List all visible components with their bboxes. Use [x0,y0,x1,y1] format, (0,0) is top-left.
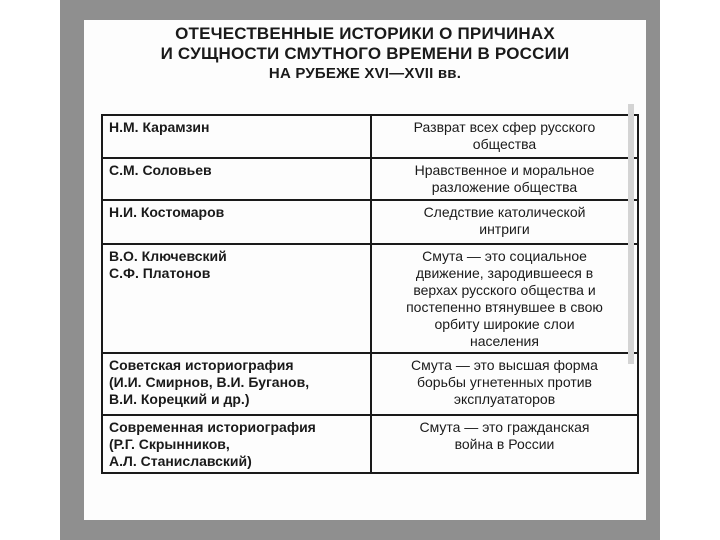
historian-name: С.Ф. Платонов [109,265,211,281]
view-text: Смута — это социальное [422,248,587,264]
title-line-3: НА РУБЕЖЕ XVI—XVII вв. [268,65,462,82]
historian-name: Современная историография [109,419,316,435]
view-text: населения [470,333,539,349]
historian-name: В.О. Ключевский [109,248,227,264]
historian-name: (И.И. Смирнов, В.И. Буганов, [109,374,310,390]
view-text: Следствие католической [423,204,586,220]
historian-cell [102,200,371,244]
historian-name: С.М. Соловьев [109,162,212,178]
view-text: верхах русского общества и [413,282,596,298]
historian-name: В.И. Корецкий и др.) [109,391,250,407]
view-text: интриги [479,221,530,237]
historian-cell [102,244,371,353]
view-cell [371,158,638,200]
view-text: разложение общества [431,179,578,195]
view-text: Смута — это гражданская [419,419,590,435]
page-title [84,20,646,84]
table-row [102,115,638,158]
title-line-1: ОТЕЧЕСТВЕННЫЕ ИСТОРИКИ О ПРИЧИНАХ [175,24,555,43]
view-cell [371,115,638,158]
view-text: эксплуататоров [453,391,556,407]
historian-cell [102,353,371,415]
historian-name: Н.И. Костомаров [109,204,225,220]
scrollbar[interactable] [628,104,634,364]
view-text: орбиту широкие слои [434,316,575,332]
table-row [102,158,638,200]
view-text: общества [472,136,537,152]
document-page [84,20,646,520]
historian-cell [102,415,371,473]
table-row [102,353,638,415]
historian-cell [102,115,371,158]
historian-name: А.Л. Станиславский) [109,453,252,469]
historians-table [101,114,639,474]
table-row [102,200,638,244]
view-text: Нравственное и моральное [414,162,595,178]
historian-cell [102,158,371,200]
table-row [102,244,638,353]
title-line-2: И СУЩНОСТИ СМУТНОГО ВРЕМЕНИ В РОССИИ [160,44,570,63]
view-cell [371,244,638,353]
historian-name: (Р.Г. Скрынников, [109,436,230,452]
historian-name: Н.М. Карамзин [109,119,210,135]
view-text: война в России [454,436,555,452]
table-row [102,415,638,473]
view-text: движение, зародившееся в [415,265,594,281]
view-cell [371,200,638,244]
view-text: Разврат всех сфер русского [413,119,596,135]
historian-name: Советская историография [109,357,294,373]
view-cell [371,415,638,473]
view-text: борьбы угнетенных против [417,374,592,390]
view-text: постепенно втянувшее в свою [406,299,603,315]
view-cell [371,353,638,415]
view-text: Смута — это высшая форма [411,357,598,373]
